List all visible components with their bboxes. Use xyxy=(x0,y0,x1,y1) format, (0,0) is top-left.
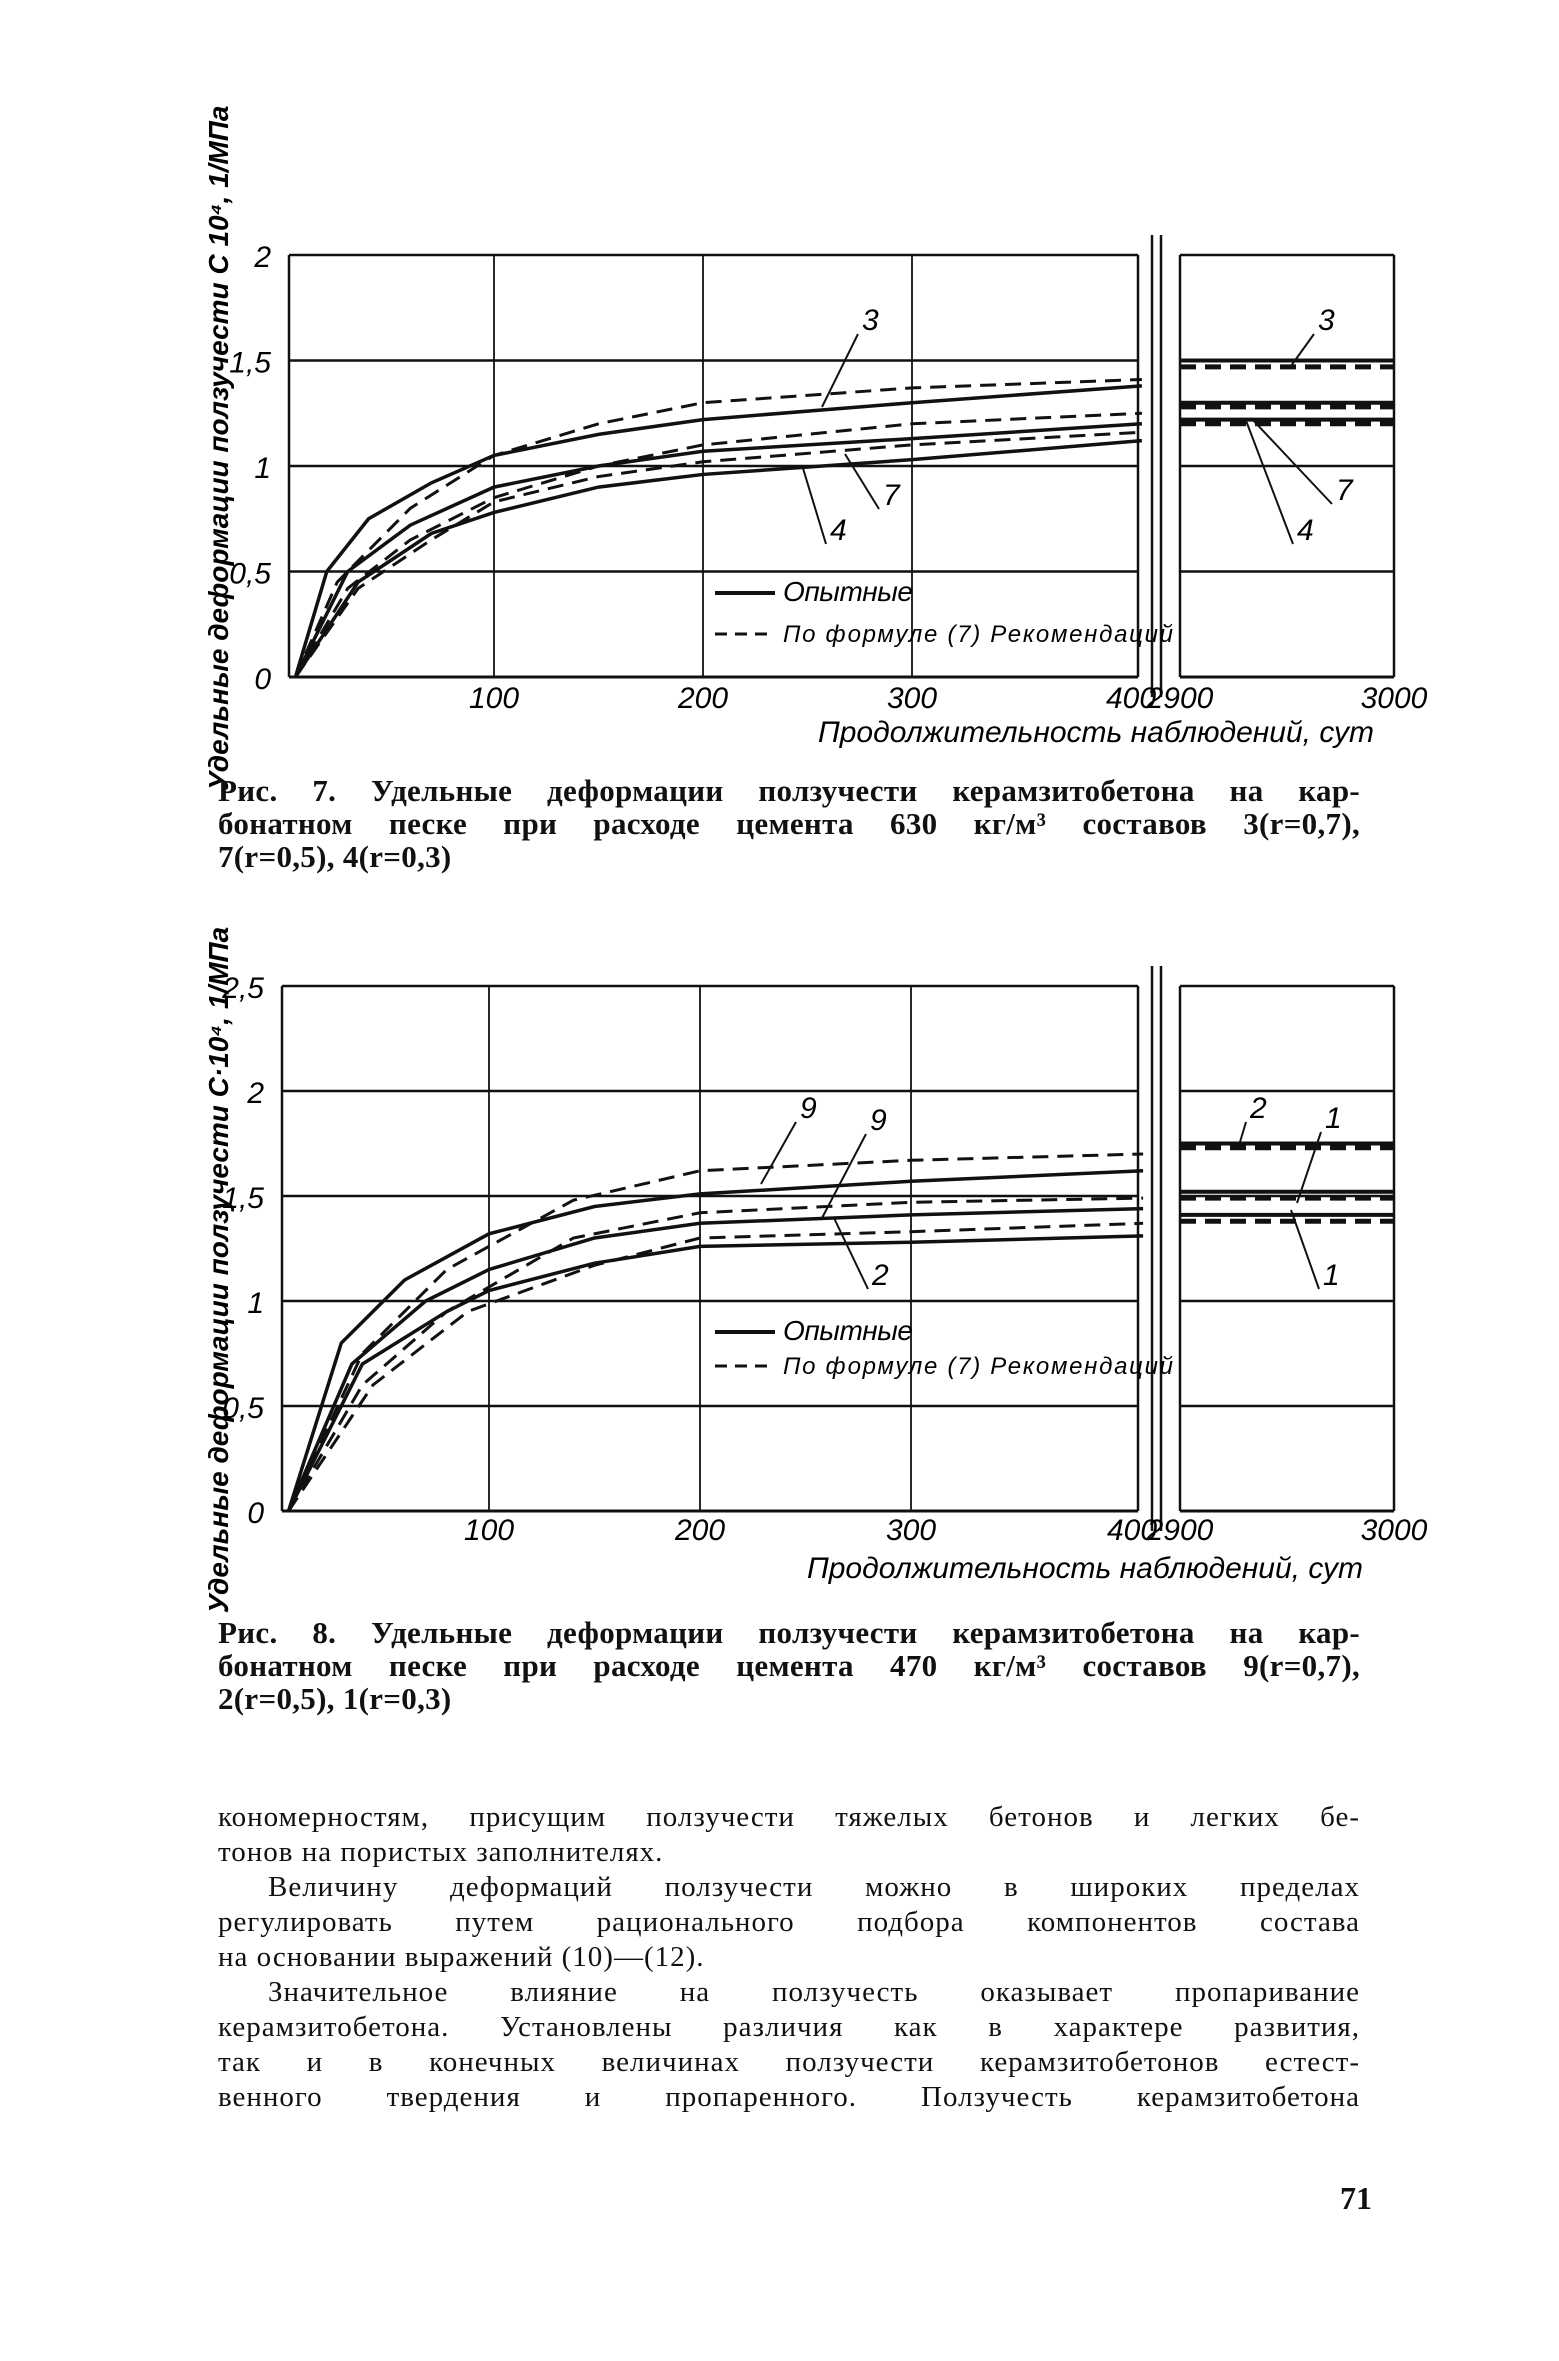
curve-label: 7 xyxy=(1336,474,1353,507)
x-tick-label: 3000 xyxy=(1360,1514,1428,1547)
caption-line: 7(r=0,5), 4(r=0,3) xyxy=(218,839,452,874)
curve-label: 2 xyxy=(1250,1092,1267,1125)
x-tick-label: 3000 xyxy=(1360,682,1428,715)
y-axis-title: Удельные деформации ползучести С·10⁴, 1/МПа xyxy=(203,926,234,1614)
y-tick-label: 2 xyxy=(247,1077,264,1110)
curve-label: 1 xyxy=(1325,1102,1342,1135)
x-tick-label: 400 xyxy=(1105,682,1157,715)
y-axis-title: Удельные деформации ползучести С 10⁴, 1/МПа xyxy=(203,105,234,791)
curve-label-leader xyxy=(834,1218,868,1289)
body-line: тонов на пористых заполнителях. xyxy=(218,1836,664,1868)
body-line: кономерностям, присущим ползучести тяжелых бетонов и легких бе- xyxy=(218,1801,1360,1833)
x-tick-label: 400 xyxy=(1106,1514,1158,1547)
curve-label: 9 xyxy=(870,1104,887,1137)
y-tick-label: 1 xyxy=(247,1287,264,1320)
y-tick-label: 2 xyxy=(254,241,271,274)
x-axis-title: Продолжительность наблюдений, сут xyxy=(807,1552,1363,1585)
legend-label: Опытные xyxy=(783,576,913,607)
curve-label-leader xyxy=(761,1122,796,1184)
curve-label: 3 xyxy=(862,304,879,337)
legend-label: Опытные xyxy=(783,1315,913,1346)
y-tick-label: 1 xyxy=(254,452,271,485)
x-tick-label: 300 xyxy=(886,682,938,715)
body-line: регулировать путем рационального подбора компонентов состава xyxy=(218,1906,1360,1938)
x-tick-label: 2900 xyxy=(1146,682,1214,715)
body-line: керамзитобетона. Установлены различия как в характере развития, xyxy=(218,2011,1360,2043)
x-axis-title: Продолжительность наблюдений, сут xyxy=(818,716,1374,749)
y-tick-label: 0,5 xyxy=(229,557,271,591)
y-tick-label: 1,5 xyxy=(229,346,271,380)
y-tick-label: 0 xyxy=(254,663,271,696)
caption-line: 2(r=0,5), 1(r=0,3) xyxy=(218,1681,452,1716)
curve-label: 7 xyxy=(883,479,900,512)
caption-line: Рис. 8. Удельные деформации ползучести керамзитобетона на кар- xyxy=(218,1615,1360,1650)
y-tick-label: 0 xyxy=(247,1497,264,1530)
legend-label: По формуле (7) Рекомендаций xyxy=(783,621,1173,648)
curve-label-leader xyxy=(1240,1122,1246,1142)
caption-line: бонатном песке при расходе цемента 470 кг/м³ составов 9(r=0,7), xyxy=(218,1648,1360,1683)
y-tick-label: 1,5 xyxy=(222,1182,264,1215)
curve-label: 4 xyxy=(830,514,847,547)
x-tick-label: 100 xyxy=(463,1514,515,1547)
curve-label: 3 xyxy=(1318,304,1335,337)
curve-label: 2 xyxy=(872,1259,889,1292)
body-line: Величину деформаций ползучести можно в широких пределах xyxy=(268,1871,1360,1903)
curve-label: 1 xyxy=(1323,1259,1340,1292)
curve-label: 4 xyxy=(1297,514,1314,547)
y-tick-label: 2,5 xyxy=(222,972,264,1005)
y-tick-label: 0,5 xyxy=(222,1392,264,1425)
x-tick-label: 200 xyxy=(674,1514,726,1547)
caption-line: бонатном песке при расходе цемента 630 кг/м³ составов 3(r=0,7), xyxy=(218,806,1360,841)
legend-label: По формуле (7) Рекомендаций xyxy=(783,1353,1173,1380)
x-tick-label: 200 xyxy=(677,682,729,715)
body-line: так и в конечных величинах ползучести керамзитобетонов естест- xyxy=(218,2046,1360,2078)
curve-label: 9 xyxy=(800,1092,817,1125)
body-line: венного твердения и пропаренного. Ползучесть керамзитобетона xyxy=(218,2081,1360,2113)
figure-7-caption xyxy=(218,774,1360,873)
body-text xyxy=(218,1800,1360,2115)
figure-8-caption xyxy=(218,1616,1360,1715)
x-tick-label: 100 xyxy=(468,682,520,715)
body-line: Значительное влияние на ползучесть оказывает пропаривание xyxy=(268,1976,1360,2008)
x-tick-label: 2900 xyxy=(1146,1514,1214,1547)
x-tick-label: 300 xyxy=(885,1514,937,1547)
page-number: 71 xyxy=(1340,2180,1372,2216)
caption-line: Рис. 7. Удельные деформации ползучести керамзитобетона на кар- xyxy=(218,773,1360,808)
body-line: на основании выражений (10)—(12). xyxy=(218,1941,705,1973)
